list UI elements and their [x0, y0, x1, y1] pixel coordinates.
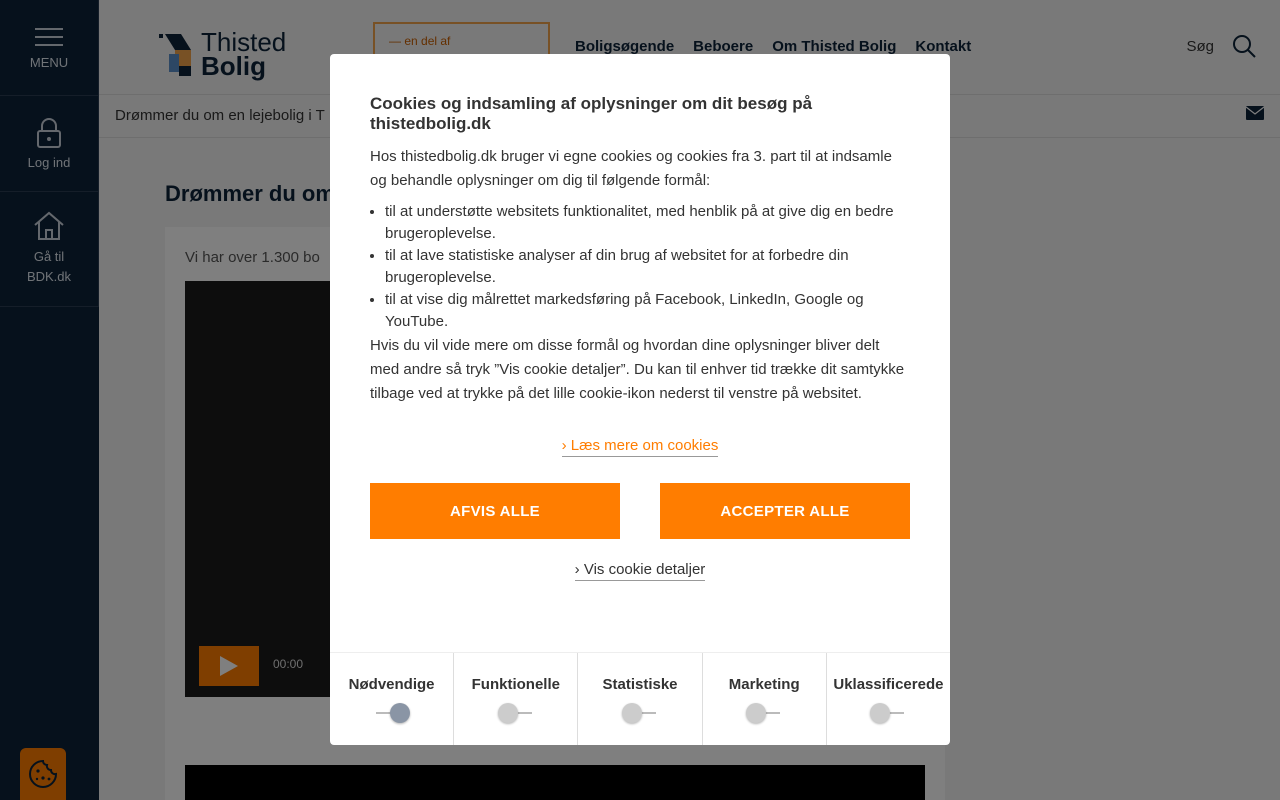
category-necessary: [330, 653, 454, 745]
cookie-purposes-list: [370, 201, 910, 333]
cookie-categories: [330, 652, 950, 745]
marketing-toggle[interactable]: [746, 703, 782, 723]
cookie-dialog-intro: Hos thistedbolig.dk bruger vi egne cookies og cookies fra 3. part til at indsamle og behandle oplysninger om dig til følgende formål:: [370, 148, 892, 189]
details-label: Vis cookie detaljer: [583, 561, 706, 578]
necessary-toggle[interactable]: [374, 703, 410, 723]
category-statistics: [578, 653, 702, 745]
category-unclassified: [827, 653, 950, 745]
chevron-right-icon: ›: [574, 561, 580, 578]
functional-toggle[interactable]: [498, 703, 534, 723]
chevron-right-icon: ›: [561, 437, 567, 454]
accept-all-button[interactable]: ACCEPTER ALLE: [660, 483, 910, 539]
category-label: Nødvendige: [348, 676, 435, 693]
category-marketing: [703, 653, 827, 745]
purpose-item: • til at understøtte websitets funktionalitet, med henblik på at give dig en bedre brugeroplevelse.: [385, 201, 910, 245]
category-label: Funktionelle: [471, 676, 560, 693]
reject-all-button[interactable]: AFVIS ALLE: [370, 483, 620, 539]
cookie-consent-dialog: [330, 54, 950, 745]
cookie-dialog-title: Cookies og indsamling af oplysninger om dit besøg på thistedbolig.dk: [370, 94, 813, 133]
read-more-cookies-link[interactable]: [562, 437, 719, 457]
category-label: Statistiske: [602, 676, 678, 693]
read-more-label: Læs mere om cookies: [570, 437, 719, 454]
category-label: Marketing: [728, 676, 800, 693]
purpose-item: • til at lave statistiske analyser af din brug af websitet for at forbedre din brugeroplevelse.: [385, 245, 910, 289]
show-cookie-details-link[interactable]: [575, 561, 706, 581]
category-functional: [454, 653, 578, 745]
unclassified-toggle[interactable]: [870, 703, 906, 723]
category-label: Uklassificerede: [833, 676, 944, 693]
statistics-toggle[interactable]: [622, 703, 658, 723]
purpose-item: • til at vise dig målrettet markedsføring på Facebook, LinkedIn, Google og YouTube.: [385, 289, 910, 333]
cookie-dialog-more-info: Hvis du vil vide mere om disse formål og hvordan dine oplysninger bliver delt med andre så tryk ”Vis cookie detaljer”. Du kan til enhver tid trække dit samtykke tilbage ved at trykke på det lille cookie-ikon nederst til venstre på websitet.: [370, 337, 905, 402]
